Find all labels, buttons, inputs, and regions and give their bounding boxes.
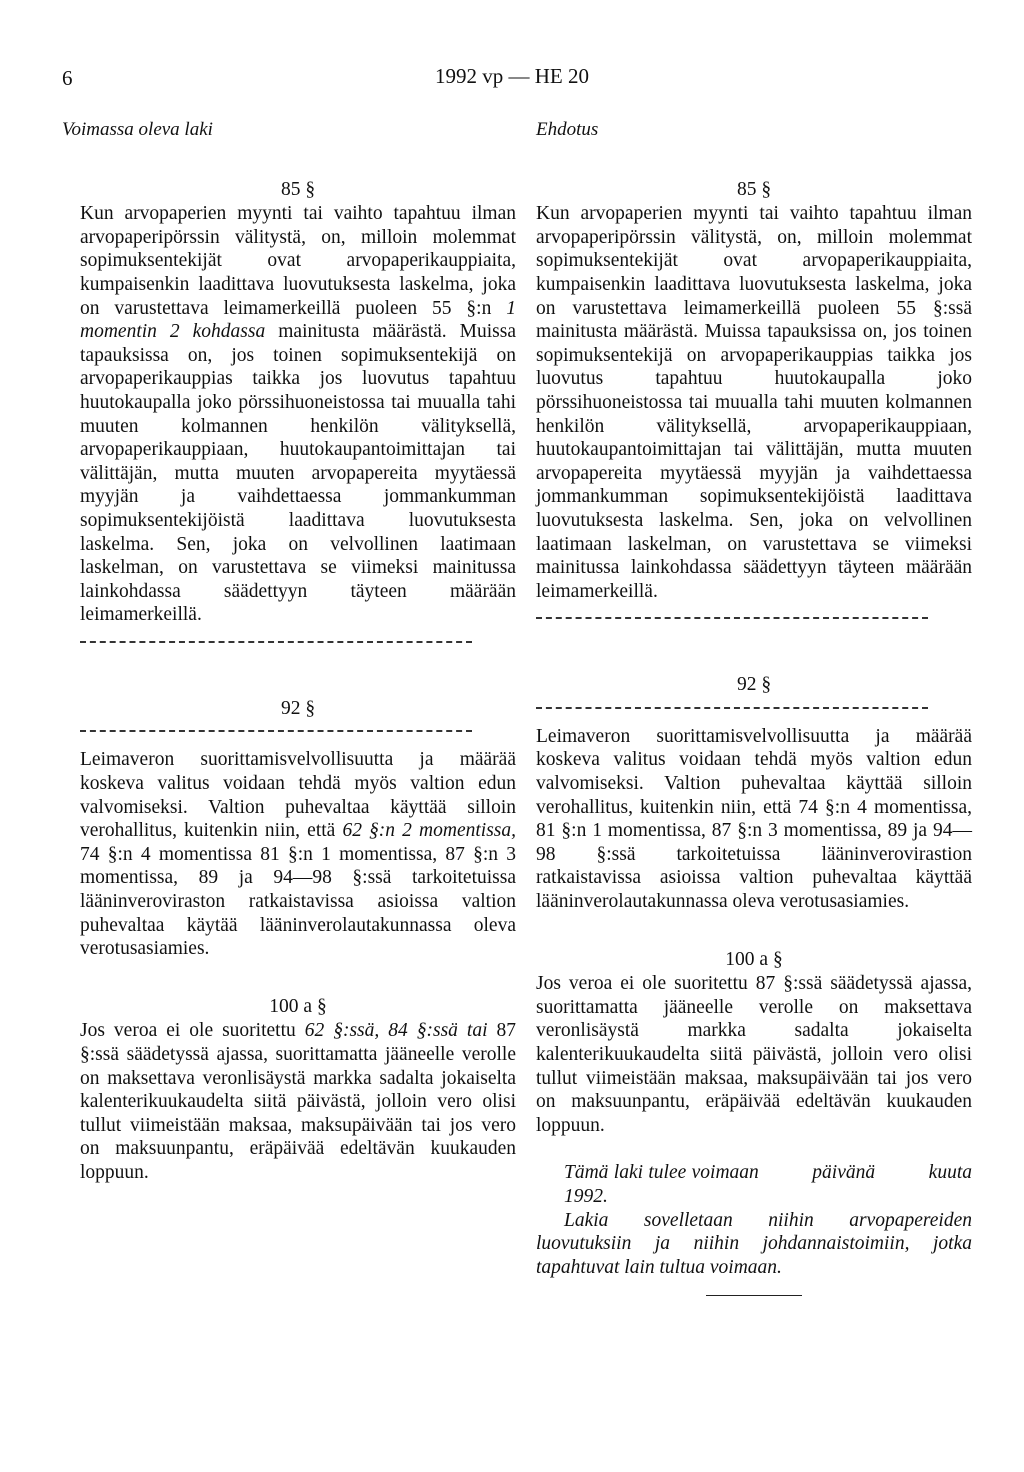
section-85-text: Kun arvopaperien myynti tai vaihto tapahtuu ilman arvopaperipörssin välitystä, on, milloin molemmat sopimuksentekijät ovat arvopaperikauppiaita, kumpaisenkin laadittava luovutuksesta laskelma, joka on varustettava leimamerkeillä puoleen 55 §:ssä mainitusta määrästä. Muissa tapauksissa on, jos toinen sopimuksentekijä on arvopaperikauppias taikka jos luovutus tapahtuu huutokaupalla joko pörssihuoneistossa tai muualla tahi muuten kolmannen henkilön välityksellä, arvopaperikauppiaan, huutokaupantoimittajan tai välittäjän, mutta muuten arvopapereita myytäessä myyjän ja vaihdettaessa jommankumman sopimuksentekijöistä laadittava luovutuksesta laskelma. Sen, joka on velvollinen laatimaan laskelman, on varustettava se viimeksi mainitussa lainkohdassa säädettyyn täyteen määrään leimamerkeillä. (536, 203, 972, 602)
section-100a-text: Jos veroa ei ole suoritettu 87 §:ssä säädetyssä ajassa, suorittamatta jääneelle verolle on maksettava veronlisäystä markka sadalta jokaiselta kalenterikuukaudelta siitä päivästä, jolloin vero olisi tullut viimeistään maksaa, maksupäivään tai jos vero on maksuunpantu, eräpäivää edeltävän kuukauden loppuun. (536, 973, 972, 1136)
transitional-provision: Lakia sovelletaan niihin arvopapereiden luovutuksiin ja niihin johdannaistoimiin, jotka tapahtuvat lain tultua voimaan. (536, 1209, 972, 1278)
section-92-heading: 92 § (280, 697, 316, 719)
omission-dashes (80, 641, 472, 643)
section-100a-heading: 100 a § (725, 948, 783, 970)
entry-into-force (536, 1161, 977, 1279)
section-100a-text: Jos veroa ei ole suoritettu 62 §:ssä, 84 §:ssä tai 87 §:ssä säädetyssä ajassa, suorittamatta jääneelle verolle on maksettava veronlisäystä markka sadalta jokaiselta kalenterikuukaudelta siitä päivästä, jolloin vero olisi tullut viimeistään maksaa, maksupäivään tai jos vero on maksuunpantu, eräpäivää edeltävän kuukauden loppuun. (80, 1020, 516, 1183)
section-92-text: Leimaveron suorittamisvelvollisuutta ja määrää koskeva valitus voidaan tehdä myös valtion edun valvomiseksi. Valtion puhevaltaa käyttää silloin verohallitus, kuitenkin niin, että 62 §:n 2 momentissa, 74 §:n 4 momentissa 81 §:n 1 momentissa, 87 §:n 3 momentissa, 89 ja 94—98 §:ssä tarkoitetuissa lääninveroviraston ratkaistavissa asioissa valtion puhevaltaa käytää lääninverolautakunnassa oleva verotusasiamies. (80, 749, 517, 960)
section-100a-heading: 100 a § (269, 995, 327, 1017)
entry-into-force-date: Tämä laki tulee voimaan päivänä kuuta 1992. (564, 1162, 977, 1207)
omission-dashes (80, 730, 472, 732)
section-85-heading: 85 § (736, 178, 772, 200)
column-current-law (62, 118, 517, 1185)
section-85-heading: 85 § (280, 178, 316, 200)
running-head: 1992 vp — HE 20 (435, 64, 589, 88)
column-label-current: Voimassa oleva laki (62, 119, 213, 140)
section-92-heading: 92 § (736, 674, 772, 696)
column-label-proposal: Ehdotus (536, 119, 599, 140)
section-92-text: Leimaveron suorittamisvelvollisuutta ja määrää koskeva valitus voidaan tehdä myös valtion edun valvomiseksi. Valtion puhevaltaa käyttää silloin verohallitus, kuitenkin niin, että 74 §:n 4 momentissa, 81 §:n 1 momentissa, 87 §:n 3 momentissa, 89 ja 94—98 §:ssä tarkoitetuissa lääninverovirastion ratkaistavissa asioissa valtion puhevaltaa käyttää lääninverolautakunnassa oleva verotusasiamies. (536, 725, 972, 913)
end-rule (706, 1295, 802, 1296)
section-85-text: Kun arvopaperien myynti tai vaihto tapahtuu ilman arvopaperipörssin välitystä, on, milloin molemmat sopimuksentekijät ovat arvopaperikauppiaita, kumpaisenkin laadittava luovutuksesta laskelma, joka on varustettava leimamerkeillä puoleen 55 §:n 1 momentin 2 kohdassa mainitusta määrästä. Muissa tapauksissa on, jos toinen sopimuksentekijä on arvopaperikauppias taikka jos luovutus tapahtuu huutokaupalla joko pörssihuoneistossa tai muualla tahi muuten kolmannen henkilön välityksellä, arvopaperikauppiaan, huutokaupantoimittajan tai välittäjän, mutta muuten arvopapereita myytäessä myyjän ja vaihdettaessa jommankumman sopimuksentekijöistä laadittava luovutuksesta laskelma. Sen, joka on velvollinen laatimaan laskelman, on varustettava se viimeksi mainitussa lainkohdassa säädettyyn täyteen määrään leimamerkeillä. (80, 203, 516, 626)
page-number: 6 (62, 66, 73, 90)
omission-dashes (536, 617, 928, 619)
omission-dashes (536, 707, 928, 709)
column-proposal (536, 118, 977, 1296)
